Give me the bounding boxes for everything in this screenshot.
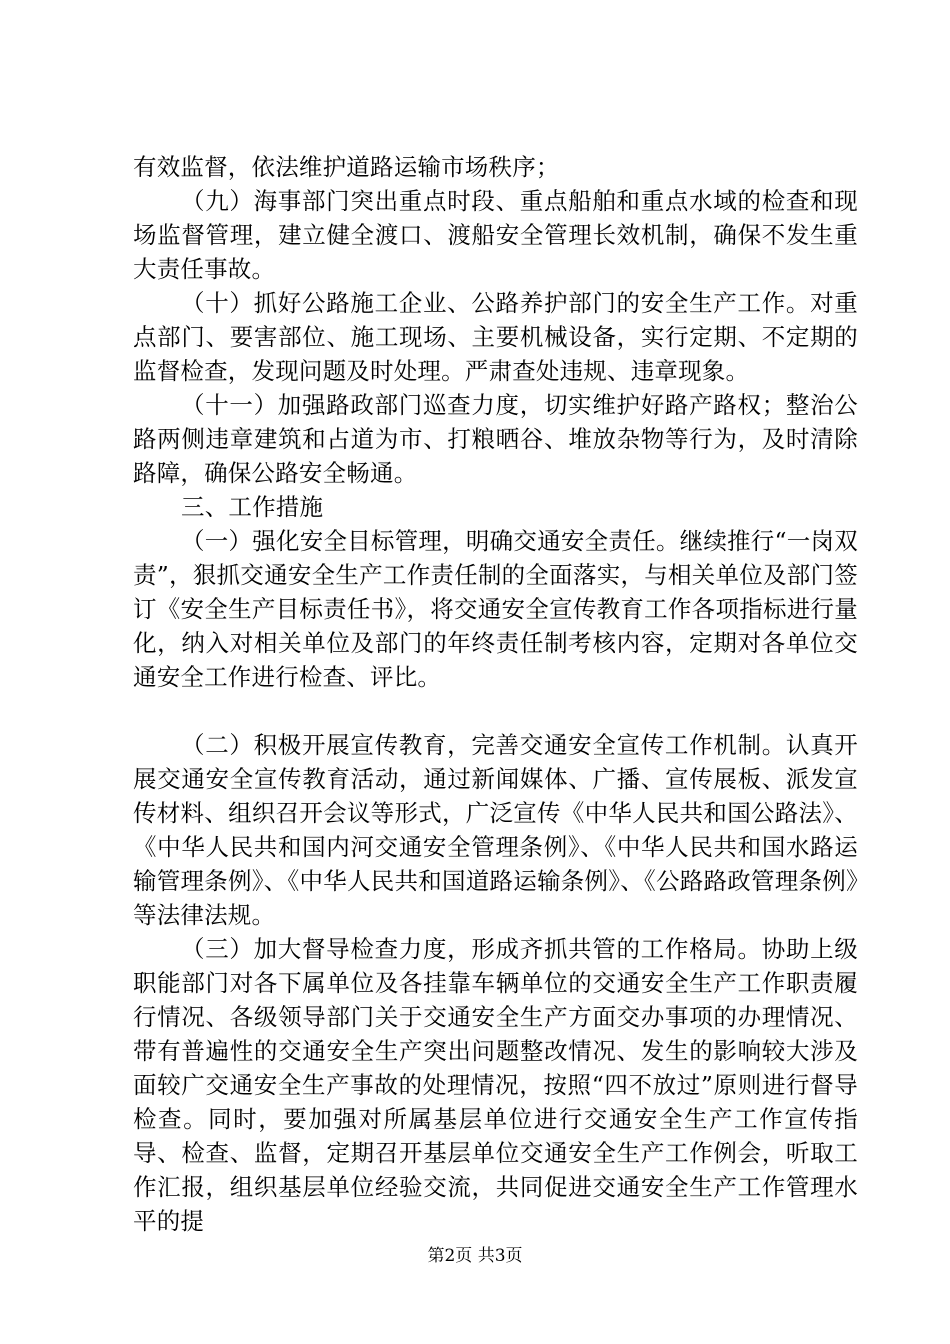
document-body <box>133 150 858 1238</box>
page-number-footer: 第2页 共3页 <box>427 1246 523 1266</box>
paragraph-item-11: （十一）加强路政部门巡查力度，切实维护好路产路权；整治公路两侧违章建筑和占道为市、打粮晒谷、堆放杂物等行为，及时清除路障，确保公路安全畅通。 <box>133 391 858 487</box>
section-heading-measures: 三、工作措施 <box>181 493 324 521</box>
paragraph-measure-2: （二）积极开展宣传教育，完善交通安全宣传工作机制。认真开展交通安全宣传教育活动，通过新闻媒体、广播、宣传展板、派发宣传材料、组织召开会议等形式，广泛宣传《中华人民共和国公路法》、《中华人民共和国内河交通安全管理条例》、《中华人民共和国水路运输管理条例》、《中华人民共和国道路运输条例》、《公路路政管理条例》等法律法规。 <box>133 731 858 929</box>
paragraph-item-9: （九）海事部门突出重点时段、重点船舶和重点水域的检查和现场监督管理，建立健全渡口、渡船安全管理长效机制，确保不发生重大责任事故。 <box>133 187 858 283</box>
paragraph-measure-1: （一）强化安全目标管理，明确交通安全责任。继续推行“一岗双责”，狠抓交通安全生产工作责任制的全面落实，与相关单位及部门签订《安全生产目标责任书》，将交通安全宣传教育工作各项指标进行量化，纳入对相关单位及部门的年终责任制考核内容，定期对各单位交通安全工作进行检查、评比。 <box>133 527 858 691</box>
paragraph-measure-3: （三）加大督导检查力度，形成齐抓共管的工作格局。协助上级职能部门对各下属单位及各挂靠车辆单位的交通安全生产工作职责履行情况、各级领导部门关于交通安全生产方面交办事项的办理情况、带有普遍性的交通安全生产突出问题整改情况、发生的影响较大涉及面较广交通安全生产事故的处理情况，按照“四不放过”原则进行督导检查。同时，要加强对所属基层单位进行交通安全生产工作宣传指导、检查、监督，定期召开基层单位交通安全生产工作例会，听取工作汇报，组织基层单位经验交流，共同促进交通安全生产工作管理水平的提 <box>133 935 858 1235</box>
paragraph-continuation: 有效监督，依法维护道路运输市场秩序； <box>133 153 560 181</box>
paragraph-item-10: （十）抓好公路施工企业、公路养护部门的安全生产工作。对重点部门、要害部位、施工现场、主要机械设备，实行定期、不定期的监督检查，发现问题及时处理。严肃查处违规、违章现象。 <box>133 289 858 385</box>
